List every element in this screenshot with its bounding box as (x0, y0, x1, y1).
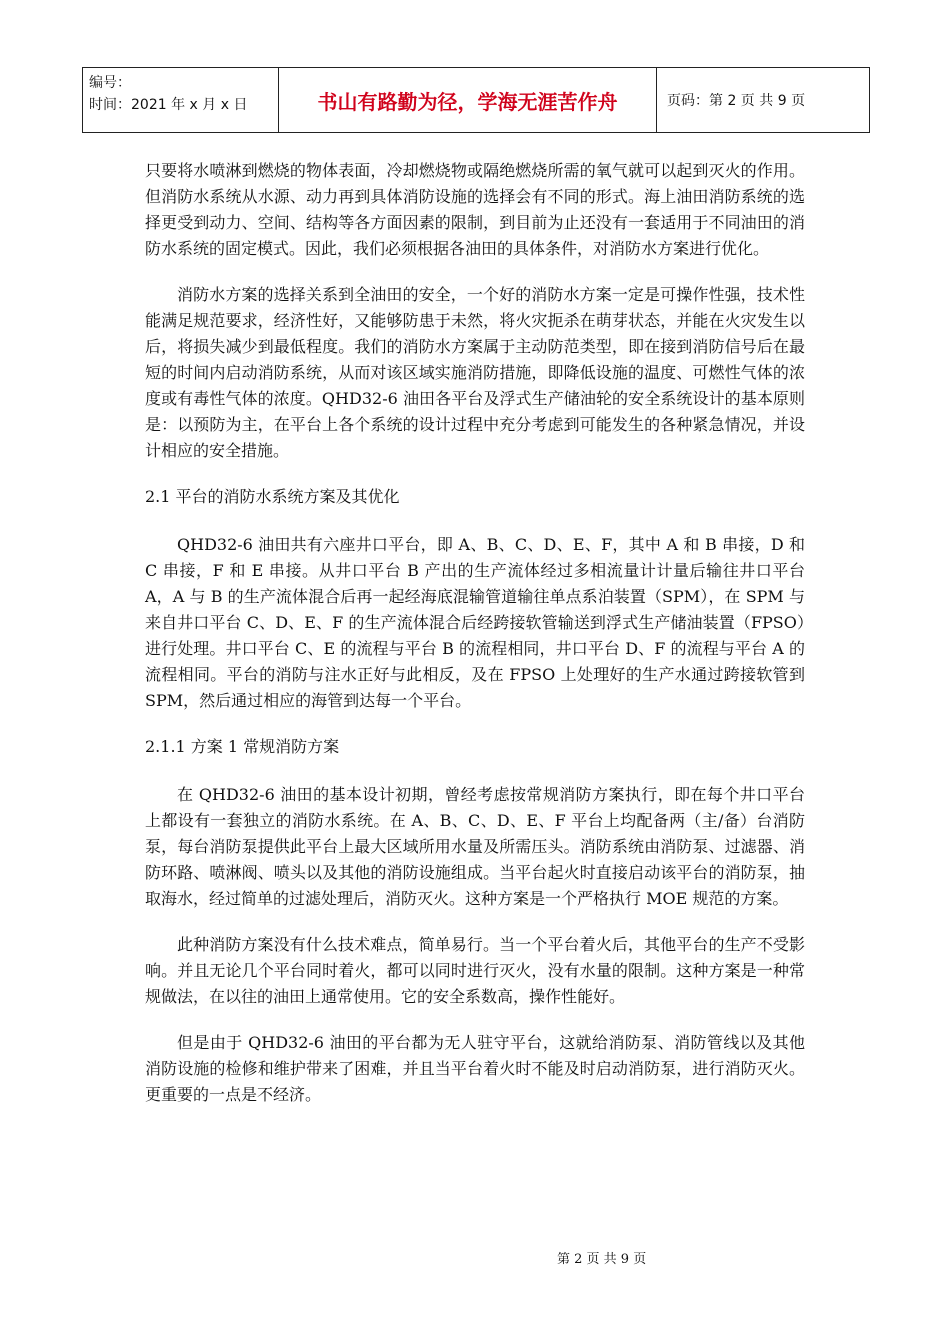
section-heading-2-1-1: 2.1.1 方案 1 常规消防方案 (145, 737, 340, 756)
paragraph-3: QHD32-6 油田共有六座井口平台，即 A、B、C、D、E、F，其中 A 和 B 串接，D 和 C 串接，F 和 E 串接。从井口平台 B 产出的生产流体经过多相流量计计量后输往井口平台 A，A 与 B 的生产流体混合后再一起经海底混输管道输往单点系泊装置（SPM），在 SPM 与来自井口平台 C、D、E、F 的生产流体混合后经跨接软管输送到浮式生产储油装置（FPSO）进行处理。井口平台 C、E 的流程与平台 B 的流程相同，井口平台 D、F 的流程与平台 A 的流程相同。平台的消防与注水正好与此相反，及在 FPSO 上处理好的生产水通过跨接软管到 SPM，然后通过相应的海管到达每一个平台。 (145, 535, 805, 710)
paragraph-4: 在 QHD32-6 油田的基本设计初期，曾经考虑按常规消防方案执行，即在每个井口平台上都设有一套独立的消防水系统。在 A、B、C、D、E、F 平台上均配备两（主/备）台消防泵，每台消防泵提供此平台上最大区域所用水量及所需压头。消防系统由消防泵、过滤器、消防环路、喷淋阀、喷头以及其他的消防设施组成。当平台起火时直接启动该平台的消防泵，抽取海水，经过简单的过滤处理后，消防灭火。这种方案是一个严格执行 MOE 规范的方案。 (145, 785, 805, 908)
header-motto: 书山有路勤为径，学海无涯苦作舟 (279, 68, 657, 132)
header-page-code: 页码：第 2 页 共 9 页 (667, 93, 806, 109)
paragraph-5: 此种消防方案没有什么技术难点，简单易行。当一个平台着火后，其他平台的生产不受影响。并且无论几个平台同时着火，都可以同时进行灭火，没有水量的限制。这种方案是一种常规做法，在以往的油田上通常使用。它的安全系数高，操作性能好。 (145, 935, 805, 1006)
document-number-label: 编号： (89, 75, 131, 91)
section-heading-2-1: 2.1 平台的消防水系统方案及其优化 (145, 487, 400, 506)
document-date: 时间：2021 年 x 月 x 日 (89, 97, 248, 113)
paragraph-6: 但是由于 QHD32-6 油田的平台都为无人驻守平台，这就给消防泵、消防管线以及其他消防设施的检修和维护带来了困难，并且当平台着火时不能及时启动消防泵，进行消防灭火。更重要的一点是不经济。 (145, 1033, 805, 1104)
footer-page-number: 第 2 页 共 9 页 (557, 1252, 647, 1267)
header-meta (83, 68, 279, 132)
paragraph-2: 消防水方案的选择关系到全油田的安全，一个好的消防水方案一定是可操作性强，技术性能满足规范要求，经济性好，又能够防患于未然，将火灾扼杀在萌芽状态，并能在火灾发生以后，将损失减少到最低程度。我们的消防水方案属于主动防范类型，即在接到消防信号后在最短的时间内启动消防系统，从而对该区域实施消防措施，即降低设施的温度、可燃性气体的浓度或有毒性气体的浓度。QHD32-6 油田各平台及浮式生产储油轮的安全系统设计的基本原则是：以预防为主，在平台上各个系统的设计过程中充分考虑到可能发生的各种紧急情况，并设计相应的安全措施。 (145, 285, 805, 460)
document-body (145, 158, 805, 1128)
page-header (82, 67, 870, 133)
paragraph-1: 只要将水喷淋到燃烧的物体表面，冷却燃烧物或隔绝燃烧所需的氧气就可以起到灭火的作用。但消防水系统从水源、动力再到具体消防设施的选择会有不同的形式。海上油田消防系统的选择更受到动力、空间、结构等各方面因素的限制，到目前为止还没有一套适用于不同油田的消防水系统的固定模式。因此，我们必须根据各油田的具体条件，对消防水方案进行优化。 (145, 161, 805, 258)
